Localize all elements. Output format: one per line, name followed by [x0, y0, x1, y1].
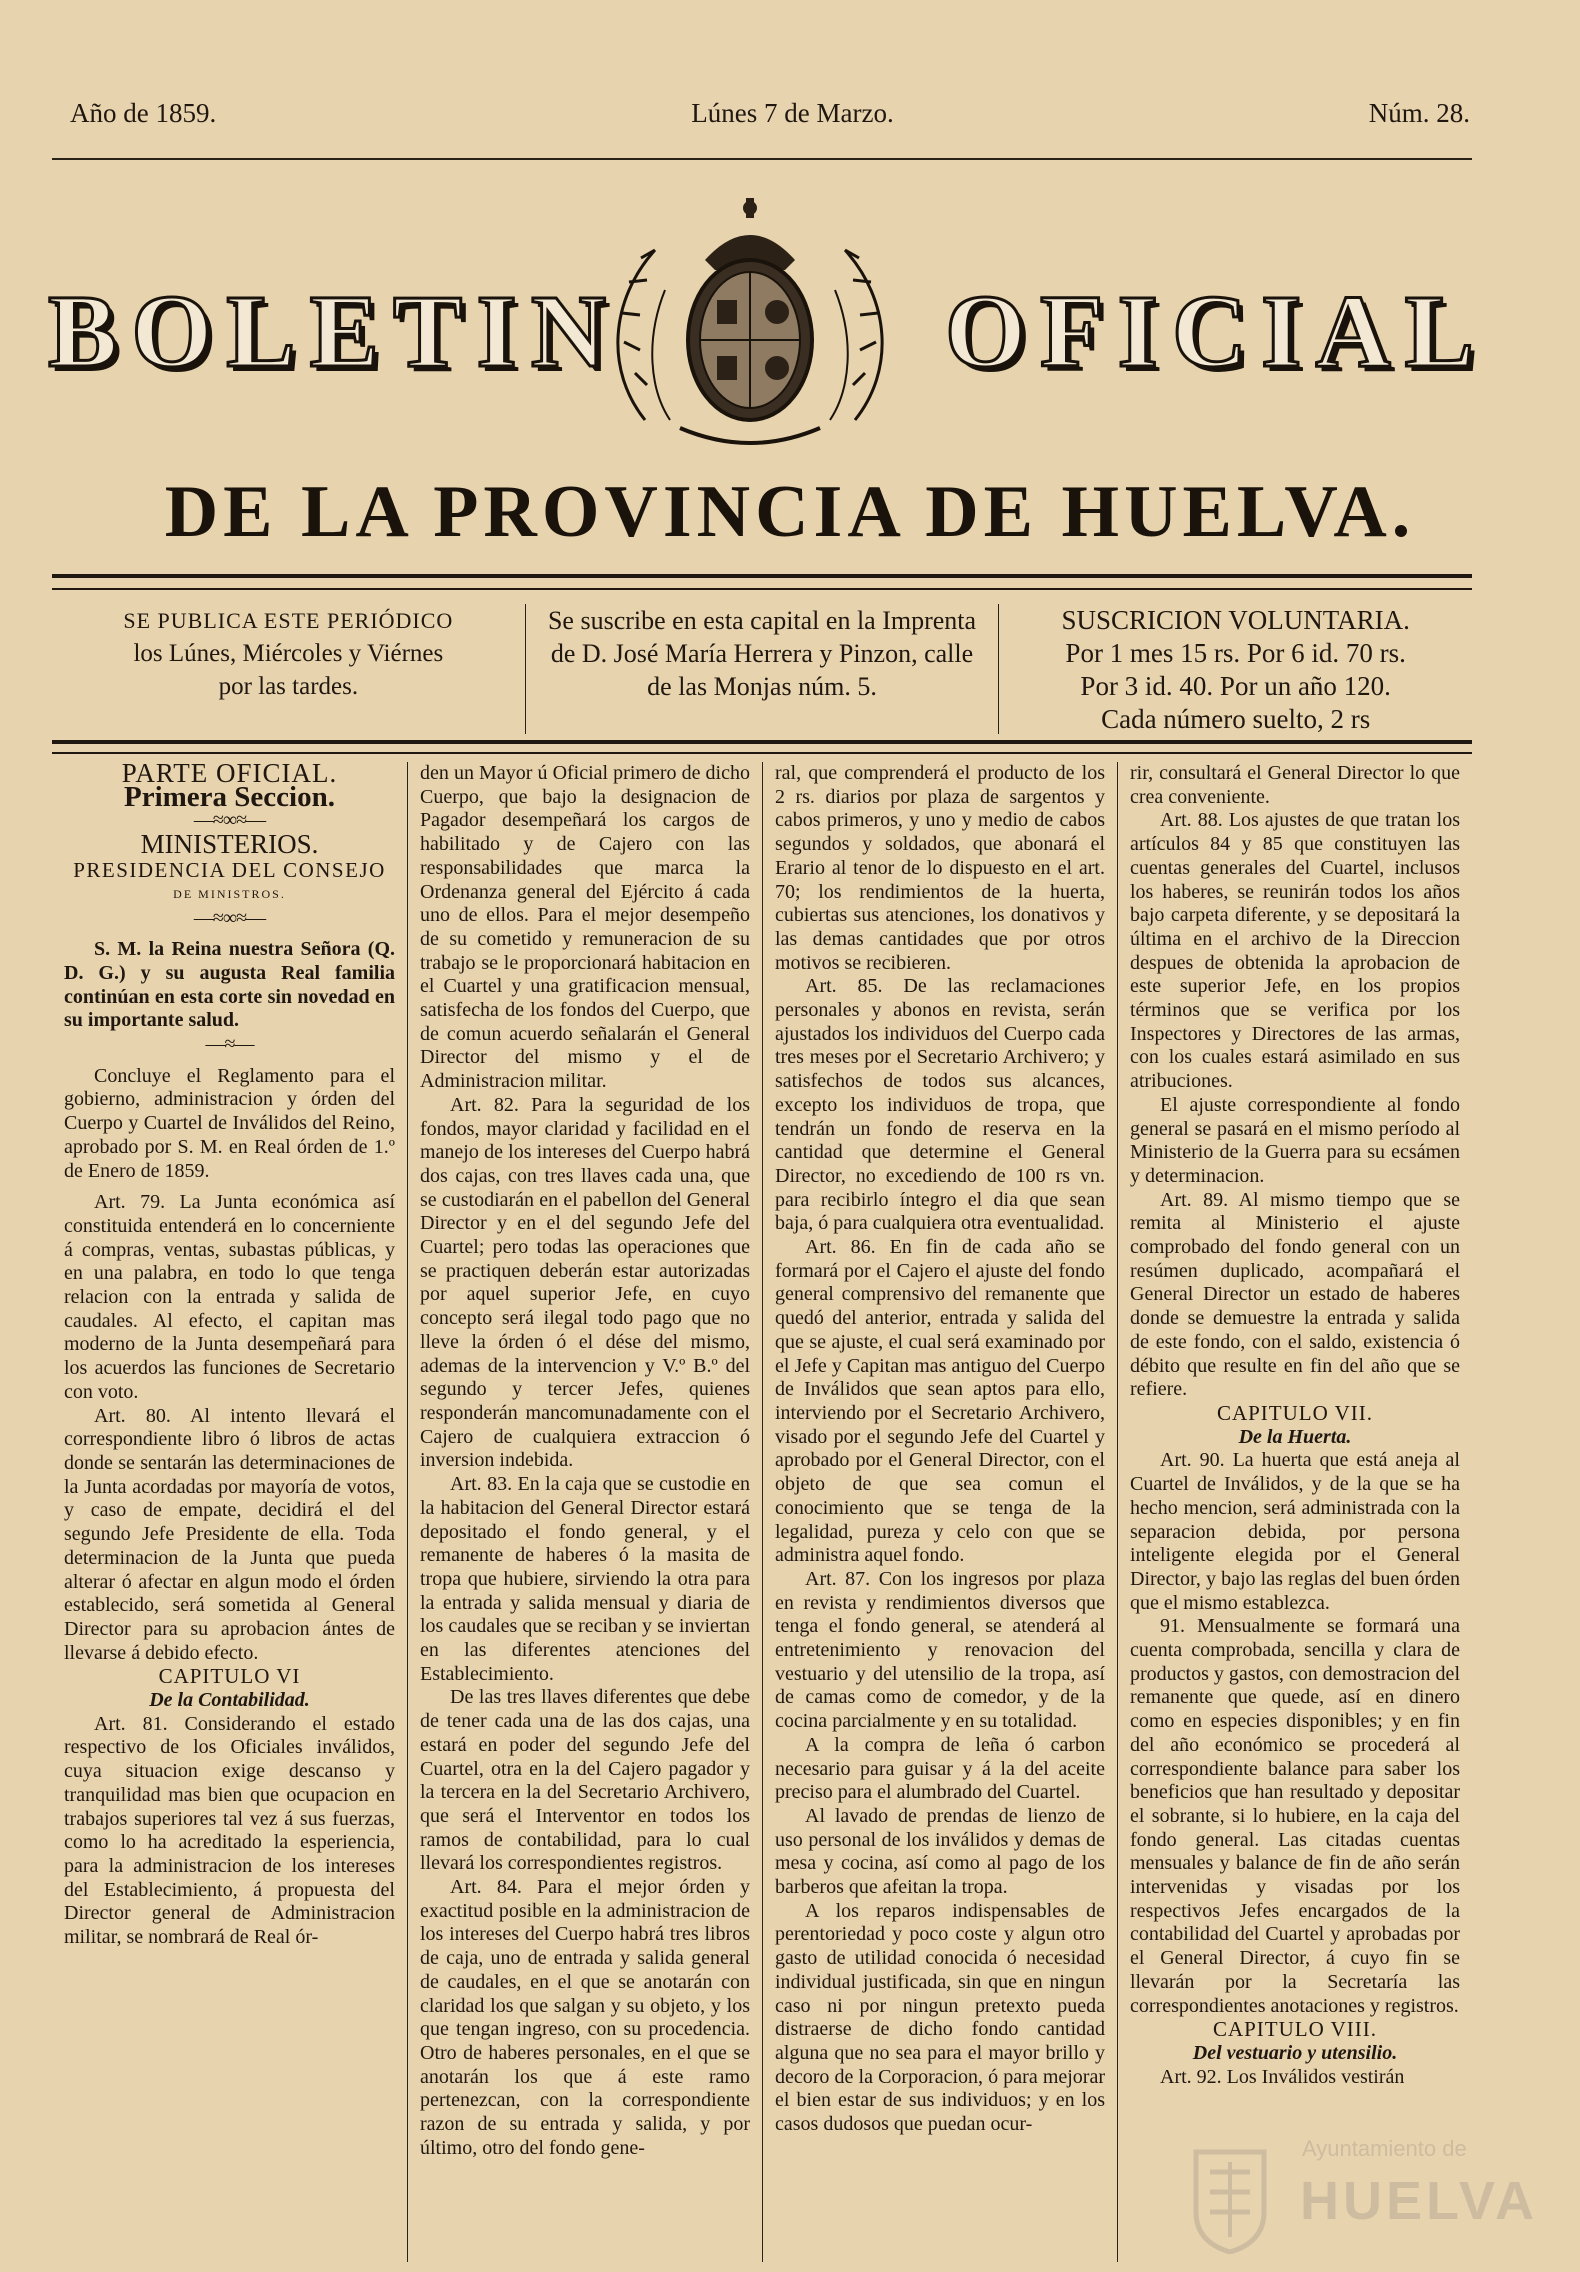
column-3 — [762, 762, 1117, 2262]
column-2 — [407, 762, 762, 2262]
schedule-heading: SE PUBLICA ESTE PERIÓDICO — [123, 608, 454, 633]
ornament-divider-2: —≈∞≈— — [193, 906, 266, 929]
article-88-fund: El ajuste correspondiente al fondo general se pasará en el mismo período al Ministerio de la Guerra para su ecsámen y determinacion. — [1130, 1093, 1460, 1187]
capitulo-8-subtitle: Del vestuario y utensilio. — [1192, 2041, 1398, 2064]
ornament-divider: —≈∞≈— — [193, 809, 266, 832]
article-80: Art. 80. Al intento llevará el correspondiente libro ó libros de actas donde se sentarán las determinaciones de la Junta acordadas por mayoría de votos, y caso de empate, decidirá el del segundo Jefe Presidente de ella. Toda determinacion de la Junta que pueda alterar ó afectar en algun modo el órden establecido, será sometida al General Director para su aprobacion ántes de llevarse á debido efecto. — [64, 1404, 395, 1664]
masthead-double-rule — [52, 574, 1472, 590]
watermark-line1: Ayuntamiento de — [1302, 2136, 1467, 2161]
article-81-continued: den un Mayor ú Oficial primero de dicho Cuerpo, que bajo la designacion de Pagador desempeñará los cargos de habilitado y de Cajero con las responsabilidades que marca la Ordenanza general del Ejército á cada uno de ellos. Para el mejor desempeño de su cometido y remuneracion de su trabajo se le proporcionará habitacion en el Cuartel y una gratificacion mensual, satisfecha de los fondos del Cuerpo, que de comun acuerdo señalarán el General Director del mismo y el de Administracion militar. — [420, 762, 750, 1093]
article-79: Art. 79. La Junta económica así constituida entenderá en lo concerniente á compras, ventas, subastas públicas, y en una palabra, en todo lo que tenga relacion con la entrada y salida de caudales. Al efecto, el capitan mas moderno de la Junta desempeñará para los acuerdos las funciones de Secretario con voto. — [64, 1191, 395, 1403]
de-ministros-subheading: DE MINISTROS. — [173, 886, 286, 901]
year-label: Año de 1859. — [70, 98, 217, 128]
publication-info — [52, 604, 1472, 734]
royal-coat-of-arms-icon — [585, 190, 915, 450]
info-double-rule — [52, 740, 1472, 754]
capitulo-6-heading: CAPITULO VI — [158, 1664, 301, 1689]
masthead-topline — [70, 98, 1470, 129]
article-columns — [52, 762, 1472, 2262]
article-86: Art. 86. En fin de cada año se formará por el Cajero el ajuste del fondo general comprensivo del remanente que quedó del anterior, entrada y salida del que se ajuste, el cual será examinado por el Jefe y Capitan mas antiguo del Cuerpo de Inválidos que sean aptos para ello, interviendo por el Secretario Archivero, visado por el segundo Jefe del Cuartel y aprobado por el General Director, con el objeto de que sea comun el conocimiento que se tenga de la legalidad, pureza y celo con que se administra aquel fondo. — [775, 1236, 1105, 1567]
presidencia-heading: PRESIDENCIA DEL CONSEJO — [73, 857, 386, 882]
article-87-repairs: A los reparos indispensables de perentoriedad y poco coste y algun otro gasto de utilidad conocida ó necesidad individual justificada, sin que en ningun caso ni por ningun pretexto pueda distraerse de dicho fondo cantidad alguna que no sea para el mayor brillo y decoro de la Corporacion, ó para mejorar el bien estar de sus individuos; y en los casos dudosos que puedan ocur- — [775, 1899, 1105, 2136]
article-83-keys: De las tres llaves diferentes que debe de tener cada una de las dos cajas, una estará en poder del segundo Jefe del Cuartel, otra en la del Cajero pagador y la tercera en la del Secretario Archivero, que será el Interventor en todos los ramos de contabilidad, para lo cual llevará los correspondientes registros. — [420, 1686, 750, 1875]
subscription-place — [526, 604, 1000, 734]
article-83: Art. 83. En la caja que se custodie en la habitacion del General Director estará depositado el fondo general, y el remanente de haberes ó la masita de tropa que hubiere, sirviendo la otra para la entrada y salida mensual y diaria de los caudales que se reciban y se inviertan en las diferentes atenciones del Establecimiento. — [420, 1473, 750, 1685]
article-87: Art. 87. Con los ingresos por plaza en revista y rendimientos diversos que tenga el fondo general, se atenderá al entretenimiento y renovacion del vestuario y del utensilio de la tropa, así de camas como de comedor, y de la cocina parcialmente y en su totalidad. — [775, 1567, 1105, 1733]
subscription-prices — [999, 604, 1472, 734]
article-87-continued: rir, consultará el General Director lo que crea conveniente. — [1130, 762, 1460, 808]
column-1 — [52, 762, 407, 2262]
ministerios-heading: MINISTERIOS. — [140, 829, 319, 860]
archive-watermark — [1190, 2128, 1538, 2268]
masthead-rule — [52, 158, 1472, 160]
capitulo-7-subtitle: De la Huerta. — [1238, 1425, 1352, 1448]
article-82: Art. 82. Para la seguridad de los fondos, mayor claridad y facilidad en el manejo de los intereses del Cuerpo habrá dos cajas, con tres llaves cada una, que se custodiarán en el pabellon del General Director y en el del segundo Jefe del Cuartel; pero todas las operaciones que se practiquen deberán estar autorizadas por aquel superior Jefe, en cuyo concepto será ilegal todo pago que no lleve la órden ó el dése del mismo, ademas de la intervencion y V.º B.º del segundo y tercer Jefes, quienes responderán mancomunadamente con el Cajero de cualquiera extraccion ó inversion indebida. — [420, 1093, 750, 1472]
capitulo-8-heading: CAPITULO VIII. — [1212, 2017, 1378, 2042]
prices-heading: SUSCRICION VOLUNTARIA. — [1061, 605, 1410, 635]
title-oficial: OFICIAL — [945, 274, 1488, 389]
article-87-laundry: Al lavado de prendas de lienzo de uso personal de los inválidos y demas de mesa y cocina, así como al pago de los barberos que afeitan la tropa. — [775, 1804, 1105, 1899]
huelva-city-shield-icon — [1190, 2142, 1270, 2254]
article-88: Art. 88. Los ajustes de que tratan los artículos 84 y 85 que constituyen las cuentas generales del Cuartel, inclusos los haberes, se reunirán todos los años bajo carpeta diferente, y se depositará la última en el archivo de la Direccion despues de obtenida la aprobacion de este superior Jefe, en los propios términos que se verifica por los Inspectores y Directores de las armas, con los cuales estará asimilado en sus atribuciones. — [1130, 809, 1460, 1093]
subscription-place-line3: de las Monjas núm. 5. — [647, 672, 877, 701]
watermark-line2: HUELVA — [1300, 2171, 1538, 2231]
subscription-place-line1: Se suscribe en esta capital en la Imprenta — [547, 606, 977, 635]
prices-line1: Por 1 mes 15 rs. Por 6 id. 70 rs. — [1065, 638, 1406, 668]
capitulo-7-heading: CAPITULO VII. — [1216, 1400, 1374, 1425]
reglamento-intro: Concluye el Reglamento para el gobierno, administracion y órden del Cuerpo y Cuartel de Inválidos del Reino, aprobado por S. M. en Real órden de 1.º de Enero de 1859. — [64, 1064, 395, 1182]
prices-single-issue: Cada número suelto, 2 rs — [1101, 704, 1371, 734]
ornament-divider-3: —≈— — [205, 1033, 254, 1056]
column-4 — [1117, 762, 1472, 2262]
article-84-continued: ral, que comprenderá el producto de los 2 rs. diarios por plaza de sargentos y cabos primeros, y uno y medio de cabos segundos y soldados, que abonará el Erario al tenor de lo dispuesto en el art. 70; los rendimientos de la huerta, cubiertas sus atenciones, los donativos y las demas cantidades que por otros motivos se recibieren. — [775, 762, 1105, 974]
article-92: Art. 92. Los Inválidos vestirán — [1160, 2065, 1405, 2088]
parte-oficial-heading: PARTE OFICIAL. — [121, 762, 338, 788]
primera-seccion-heading: Primera Seccion. — [124, 780, 335, 813]
publication-schedule — [52, 604, 526, 734]
article-91: 91. Mensualmente se formará una cuenta comprobada, sencilla y clara de productos y gastos, con demostracion del remanente que quede, así en dinero como en especies disponibles; y en fin del año económico se procederá al correspondiente balance para saber los beneficios que han resultado y depositar el sobrante, si lo hubiere, en la caja del fondo general. Las citadas cuentas mensuales y balance de fin de año serán intervenidas y visadas por los respectivos Jefes encargados de la contabilidad del Cuartel y aprobadas por el General Director, á cuyo fin se llevarán por la Secretaría las correspondientes anotaciones y registros. — [1130, 1615, 1460, 2017]
masthead-subtitle: DE LA PROVINCIA DE HUELVA. — [164, 471, 1416, 553]
title-boletin: BOLETIN — [48, 274, 620, 389]
schedule-time: por las tardes. — [218, 673, 359, 700]
article-85: Art. 85. De las reclamaciones personales y abonos en revista, serán ajustados los individuos del Cuerpo cada tres meses por el Secretario Archivero; y satisfechos de todos sus alcances, excepto los individuos de tropa, que tendrán un fondo de reserva en la cantidad que determine el General Director, no excediendo de 100 rs vn. para recibirlo íntegro el dia que sean baja, ó para cualquiera otra eventualidad. — [775, 975, 1105, 1235]
article-87-firewood: A la compra de leña ó carbon necesario para guisar y á la del aceite preciso para el alumbrado del Cuartel. — [775, 1733, 1105, 1804]
prices-line2: Por 3 id. 40. Por un año 120. — [1080, 671, 1391, 701]
royal-notice: S. M. la Reina nuestra Señora (Q. D. G.) y su augusta Real familia continúan en esta corte sin novedad en su importante salud. — [64, 938, 395, 1032]
subscription-place-line2: de D. José María Herrera y Pinzon, calle — [550, 639, 974, 668]
date-label: Lúnes 7 de Marzo. — [691, 98, 894, 128]
article-81: Art. 81. Considerando el estado respectivo de los Oficiales inválidos, cuya situacion exige descanso y tranquilidad mas bien que ocupacion en trabajos superiores tal vez á sus fuerzas, como lo ha acreditado la esperiencia, para la administracion de los intereses del Establecimiento, á propuesta del Director general de Administracion militar, se nombrará de Real ór- — [64, 1712, 395, 1949]
article-90: Art. 90. La huerta que está aneja al Cuartel de Inválidos, y de la que se ha hecho mencion, será administrada con la separacion debida, por persona inteligente elegida por el General Director, y bajo las reglas del buen órden que el mismo establezca. — [1130, 1449, 1460, 1614]
article-89: Art. 89. Al mismo tiempo que se remita al Ministerio el ajuste comprobado del fondo general con un resúmen duplicado, acompañará el General Director un estado de haberes donde se demuestre la entrada y salida de este fondo, con el saldo, existencia ó débito que resulte en fin del año que se refiere. — [1130, 1188, 1460, 1401]
issue-number: Núm. 28. — [1368, 98, 1470, 128]
capitulo-6-subtitle: De la Contabilidad. — [149, 1689, 310, 1712]
article-84: Art. 84. Para el mejor órden y exactitud posible en la administracion de los intereses del Cuerpo habrá tres libros de caja, uno de entrada y salida general de caudales, en el que se anotarán con claridad los que salgan y su objeto, y los que tengan ingreso, con su procedencia. Otro de haberes personales, en el que se anotarán los que á este ramo pertenezcan, con la correspondiente razon de su entrada y salida, y por último, otro del fondo gene- — [420, 1876, 750, 2159]
schedule-days: los Lúnes, Miércoles y Viérnes — [133, 640, 444, 667]
